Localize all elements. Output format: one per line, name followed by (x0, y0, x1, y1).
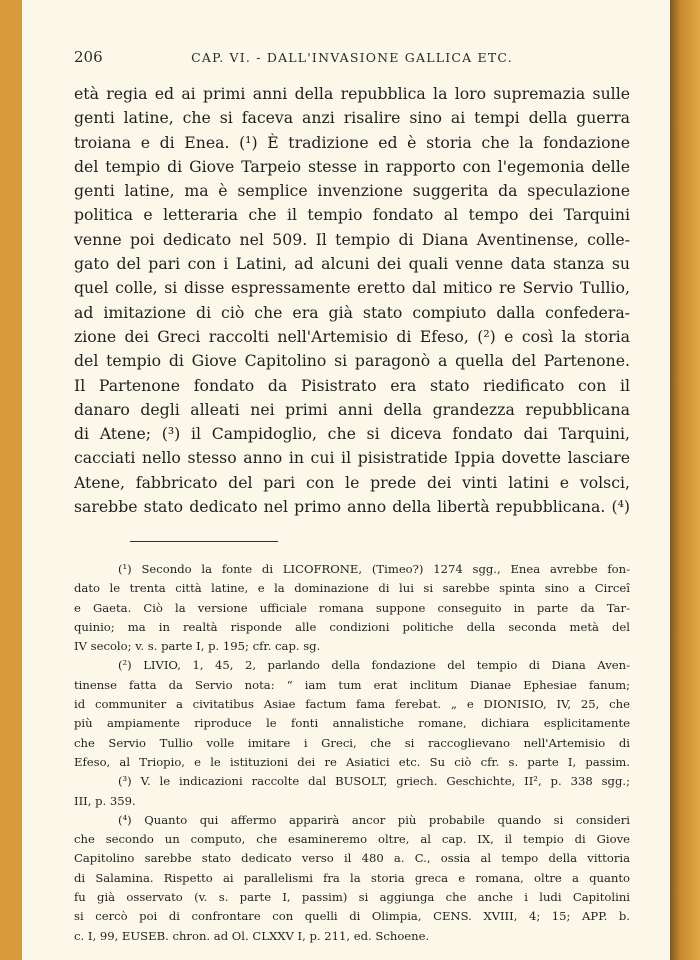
footnote-line: c. I, 99, EUSEB. chron. ad Ol. CLXXV I, p. 211, ed. Schoene. (74, 928, 430, 943)
footnote-line: id communiter a civitatibus Asiae factum fama ferebat. „ e DIONISIO, IV, 25, che (74, 697, 630, 712)
text-line: cacciati nello stesso anno in cui il pisistratide Ippia dovette lasciare (74, 448, 630, 468)
text-line: Il Partenone fondato da Pisistrato era stato riedificato con il (74, 375, 630, 395)
text-line: del tempio di Giove Capitolino si paragonò a quella del Partenone. (74, 351, 630, 371)
footnote-line: quinio; ma in realtà risponde alle condizioni politiche della seconda metà del (74, 619, 630, 634)
text-line: sarebbe stato dedicato nel primo anno della libertà repubblicana. (⁴) (74, 497, 630, 517)
running-title: CAP. VI. - DALL'INVASIONE GALLICA ETC. (191, 50, 513, 65)
footnote-line: (⁴) Quanto qui affermo apparirà ancor più probabile quando si consideri (118, 812, 630, 827)
text-line: età regia ed ai primi anni della repubblica la loro supremazia sulle (74, 84, 630, 103)
text-line: del tempio di Giove Tarpeio stesse in rapporto con l'egemonia delle (74, 156, 630, 176)
footnote-line: Efeso, al Triopio, e le istituzioni dei re Asiatici etc. Su ciò cfr. s. parte I, passim. (74, 754, 630, 769)
text-line: quel colle, si disse espressamente eretto dal mitico re Servio Tullio, (74, 278, 630, 298)
footnote-line: (²) LIVIO, 1, 45, 2, parlando della fondazione del tempio di Diana Aven- (118, 658, 630, 673)
text-line: venne poi dedicato nel 509. Il tempio di Diana Aventinense, colle- (74, 229, 630, 249)
footnote-rule (130, 541, 278, 542)
text-line: danaro degli alleati nei primi anni della grandezza repubblicana (74, 399, 630, 419)
footnote-line: (³) V. le indicazioni raccolte dal BUSOLT, griech. Geschichte, II², p. 338 sgg.; (118, 774, 630, 789)
page-number: 206 (74, 48, 103, 66)
page-edge (670, 0, 700, 960)
text-line: Atene, fabbricato del pari con le prede dei vinti latini e volsci, (74, 472, 630, 492)
text-line: politica e letteraria che il tempio fondato al tempo dei Tarquini (74, 205, 630, 225)
footnote-line: dato le trenta città latine, e la dominazione di lui si sarebbe spinta sino a Circeî (74, 581, 630, 596)
footnotes (74, 560, 630, 946)
footnote-2 (74, 656, 630, 772)
footnote-line: che Servio Tullio volle imitare i Greci, che si raccoglievano nell'Artemisio di (74, 735, 630, 750)
text-line: di Atene; (³) il Campidoglio, che si diceva fondato dai Tarquini, (74, 424, 630, 444)
text-line: gato del pari con i Latini, ad alcuni dei quali venne data stanza su (74, 254, 630, 274)
footnote-3 (74, 772, 630, 811)
text-line: genti latine, che si faceva anzi risalire sino ai tempi della guerra (74, 108, 630, 128)
text-line: troiana e di Enea. (¹) È tradizione ed è storia che la fondazione (74, 132, 630, 152)
text-line: zione dei Greci raccolti nell'Artemisio di Efeso, (²) e così la storia (74, 326, 630, 346)
footnote-line: tinense fatta da Servio nota: “ iam tum erat inclitum Dianae Ephesiae fanum; (74, 677, 630, 692)
text-line: ad imitazione di ciò che era già stato compiuto dalla confedera- (74, 302, 630, 322)
main-text (74, 82, 630, 519)
footnote-line: Capitolino sarebbe stato dedicato verso il 480 a. C., ossia al tempo della vittoria (74, 851, 630, 866)
footnote-line: fu già osservato (v. s. parte I, passim) si aggiunga che anche i ludi Capitolini (74, 890, 630, 905)
footnote-line: di Salamina. Rispetto ai parallelismi fra la storia greca e romana, oltre a quanto (74, 870, 630, 885)
footnote-line: si cercò poi di confrontare con quelli di Olimpia, CENS. XVIII, 4; 15; APP. b. (74, 909, 630, 924)
footnote-line: più ampiamente riproduce le fonti annalistiche romane, dichiara esplicitamente (74, 716, 630, 731)
footnote-line: III, p. 359. (74, 793, 136, 808)
footnote-line: (¹) Secondo la fonte di LICOFRONE, (Timeo?) 1274 sgg., Enea avrebbe fon- (118, 562, 630, 576)
footnote-1 (74, 560, 630, 656)
text-line: genti latine, ma è semplice invenzione suggerita da speculazione (74, 181, 630, 201)
footnote-line: IV secolo; v. s. parte I, p. 195; cfr. cap. sg. (74, 639, 321, 654)
footnote-line: che secondo un computo, che esamineremo oltre, al cap. IX, il tempio di Giove (74, 832, 630, 847)
footnote-4 (74, 811, 630, 946)
footnote-line: e Gaeta. Ciò la versione ufficiale romana suppone conseguito in parte da Tar- (74, 600, 630, 615)
